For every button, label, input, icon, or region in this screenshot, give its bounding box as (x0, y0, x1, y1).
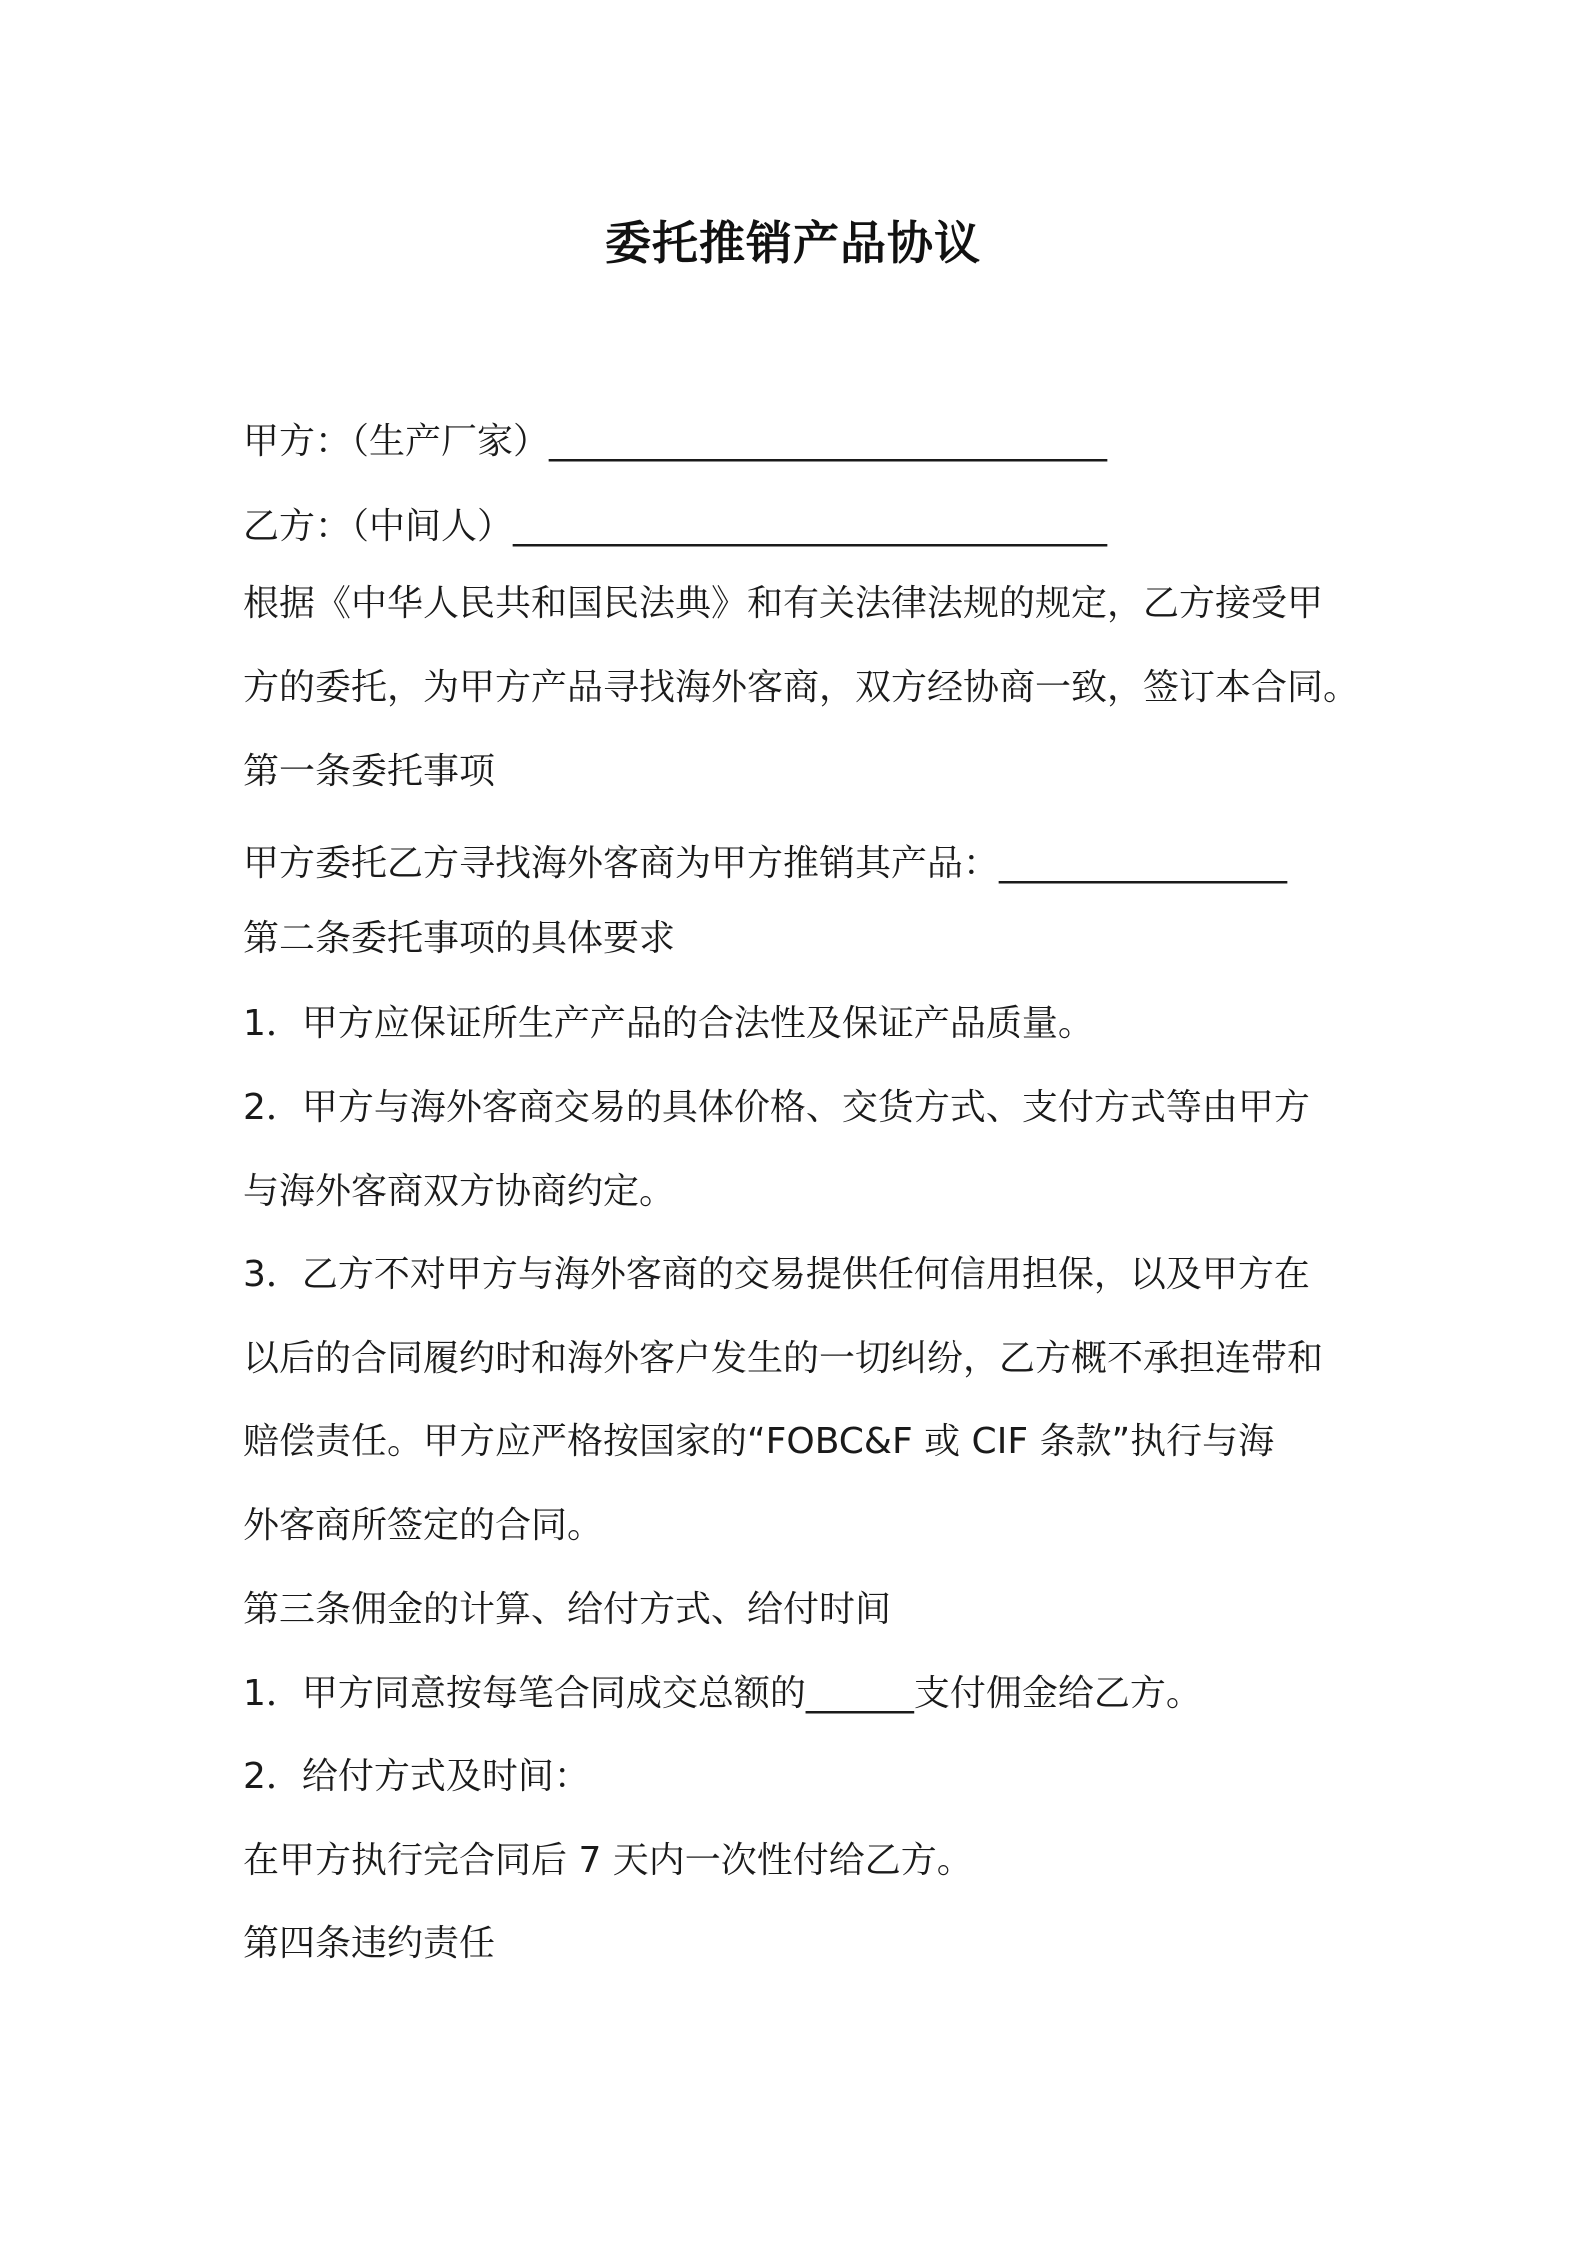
article-4-heading: 第四条违约责任 (243, 1923, 496, 1964)
article-2-item-1: 1．甲方应保证所生产产品的合法性及保证产品质量。 (243, 1003, 1094, 1044)
article-2-item-2-line-1: 2．甲方与海外客商交易的具体价格、交货方式、支付方式等由甲方 (243, 1087, 1310, 1128)
preamble-line-1: 根据《中华人民共和国民法典》和有关法律法规的规定，乙方接受甲 (243, 583, 1324, 624)
document-title: 委托推销产品协议 (605, 216, 981, 270)
party-b-line: 乙方：（中间人）_________________________________ (243, 506, 1108, 547)
article-2-item-3-line-4: 外客商所签定的合同。 (243, 1505, 604, 1546)
party-a-line: 甲方：（生产厂家）_______________________________ (243, 421, 1108, 462)
article-2-item-2-line-2: 与海外客商双方协商约定。 (243, 1171, 676, 1212)
article-2-heading: 第二条委托事项的具体要求 (243, 918, 676, 959)
article-2-item-3-line-2: 以后的合同履约时和海外客户发生的一切纠纷，乙方概不承担连带和 (243, 1338, 1324, 1379)
article-1-body: 甲方委托乙方寻找海外客商为甲方推销其产品：________________ (243, 843, 1288, 884)
article-1-heading: 第一条委托事项 (243, 751, 496, 792)
article-3-heading: 第三条佣金的计算、给付方式、给付时间 (243, 1589, 892, 1630)
article-3-item-1: 1．甲方同意按每笔合同成交总额的______支付佣金给乙方。 (243, 1673, 1202, 1714)
article-3-item-2-body: 在甲方执行完合同后 7 天内一次性付给乙方。 (243, 1840, 973, 1881)
preamble-line-2: 方的委托，为甲方产品寻找海外客商，双方经协商一致，签订本合同。 (243, 667, 1360, 708)
article-3-item-2: 2．给付方式及时间： (243, 1756, 590, 1797)
article-2-item-3-line-1: 3．乙方不对甲方与海外客商的交易提供任何信用担保，以及甲方在 (243, 1254, 1310, 1295)
article-2-item-3-line-3: 赔偿责任。甲方应严格按国家的“FOBC&F 或 CIF 条款”执行与海 (243, 1421, 1275, 1462)
